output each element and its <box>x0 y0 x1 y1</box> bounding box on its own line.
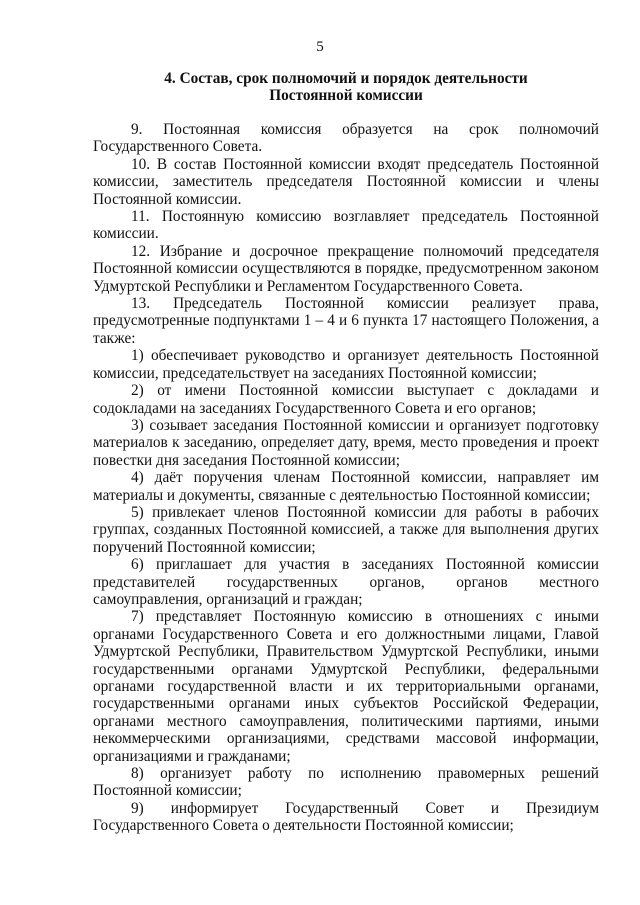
subitem-7: 7) представляет Постоянную комиссию в отношениях с иными органами Государственного Совета и его должностными лицами, Главой Удмуртской Республики, Правительством Удмуртской Республики, иными государственными органами Удмуртской Республики, федеральными органами государственной власти и их территориальными органами, государственными органами иных субъектов Российской Федерации, органами местного самоуправления, политическими партиями, иными некоммерческими организациями, средствами массовой информации, организациями и гражданами; <box>93 608 599 765</box>
section-heading-line-1: 4. Состав, срок полномочий и порядок деятельности <box>164 70 528 87</box>
paragraph-13: 13. Председатель Постоянной комиссии реализует права, предусмотренные подпунктами 1 – 4 и 6 пункта 17 настоящего Положения, а также: <box>93 295 599 347</box>
paragraph-11: 11. Постоянную комиссию возглавляет председатель Постоянной комиссии. <box>93 208 599 243</box>
paragraph-12: 12. Избрание и досрочное прекращение полномочий председателя Постоянной комиссии осуществляются в порядке, предусмотренном законом Удмуртской Республики и Регламентом Государственного Совета. <box>93 242 599 295</box>
subitem-1: 1) обеспечивает руководство и организует деятельность Постоянной комиссии, председательствует на заседаниях Постоянной комиссии; <box>93 347 599 382</box>
subitem-9: 9) информирует Государственный Совет и Президиум Государственного Совета о деятельности Постоянной комиссии; <box>93 799 599 835</box>
subitem-8: 8) организует работу по исполнению правомерных решений Постоянной комиссии; <box>93 765 599 800</box>
subitem-3: 3) созывает заседания Постоянной комиссии и организует подготовку материалов к заседанию, определяет дату, время, место проведения и проект повестки дня заседания Постоянной комиссии; <box>93 416 599 469</box>
section-heading <box>93 70 599 104</box>
subitem-4: 4) даёт поручения членам Постоянной комиссии, направляет им материалы и документы, связанные с деятельностью Постоянной комиссии; <box>93 469 599 504</box>
document-body <box>93 121 599 835</box>
subitem-5: 5) привлекает членов Постоянной комиссии для работы в рабочих группах, созданных Постоянной комиссией, а также для выполнения других поручений Постоянной комиссии; <box>93 503 599 556</box>
section-heading-line-2: Постоянной комиссии <box>269 87 423 104</box>
paragraph-9: 9. Постоянная комиссия образуется на срок полномочий Государственного Совета. <box>93 121 599 156</box>
subitem-6: 6) приглашает для участия в заседаниях Постоянной комиссии представителей государственных органов, органов местного самоуправления, организаций и граждан; <box>93 556 599 608</box>
subitem-2: 2) от имени Постоянной комиссии выступает с докладами и содокладами на заседаниях Государственного Совета и его органов; <box>93 382 599 417</box>
paragraph-10: 10. В состав Постоянной комиссии входят председатель Постоянной комиссии, заместитель председателя Постоянной комиссии и члены Постоянной комиссии. <box>93 155 599 208</box>
page-number: 5 <box>316 39 324 55</box>
